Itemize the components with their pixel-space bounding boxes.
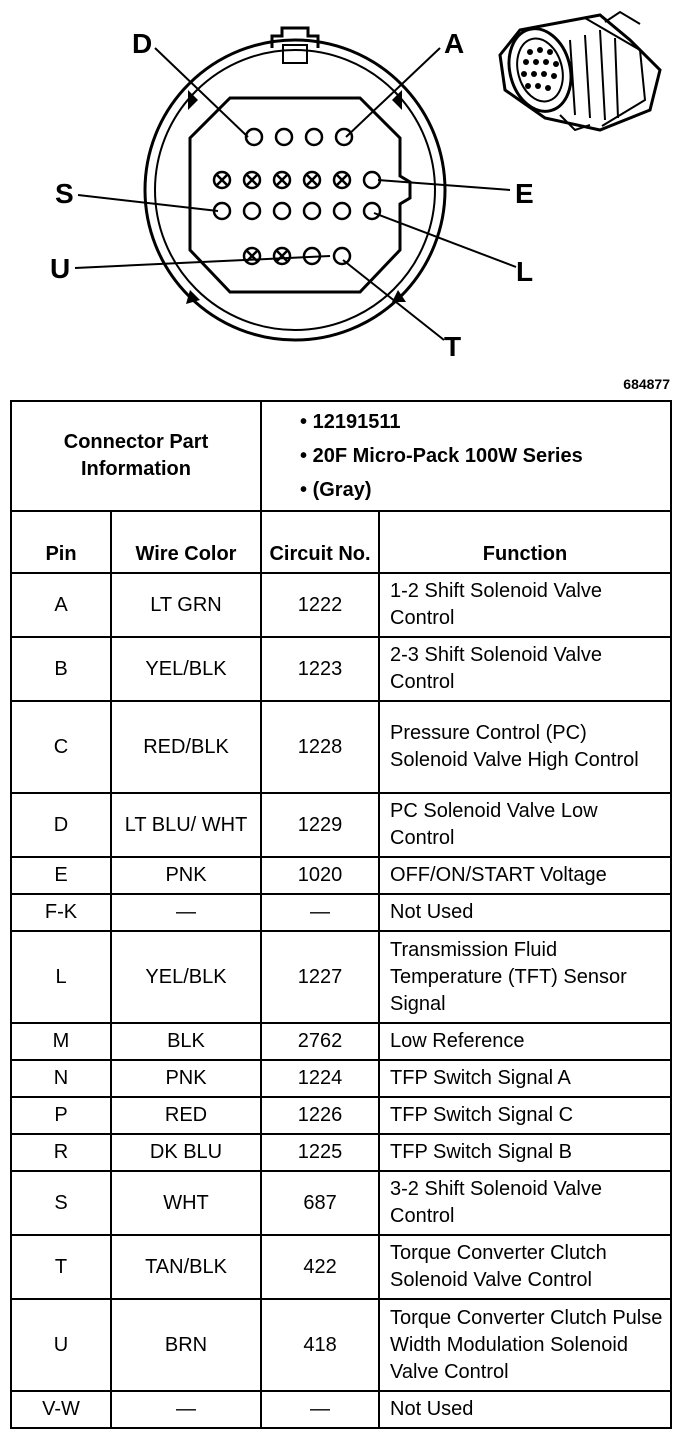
wire-color-cell: LT GRN [111, 573, 261, 637]
circuit-cell: 1227 [261, 931, 379, 1023]
wire-color-cell: BRN [111, 1299, 261, 1391]
table-row [11, 1391, 671, 1428]
pin-cavity [334, 248, 350, 264]
table-row [11, 793, 671, 857]
wire-color-cell: WHT [111, 1171, 261, 1235]
function-cell: Torque Converter Clutch Solenoid Valve Control [379, 1235, 671, 1299]
function-cell: 3-2 Shift Solenoid Valve Control [379, 1171, 671, 1235]
connector-info-item: • 12191511 [300, 411, 401, 433]
function-cell: TFP Switch Signal A [379, 1060, 671, 1097]
function-cell: PC Solenoid Valve Low Control [379, 793, 671, 857]
pin-cavity [364, 203, 380, 219]
function-cell: TFP Switch Signal C [379, 1097, 671, 1134]
circuit-cell: 2762 [261, 1023, 379, 1060]
circuit-cell: 422 [261, 1235, 379, 1299]
table-row [11, 1060, 671, 1097]
pin-cavity [246, 129, 262, 145]
function-cell: Torque Converter Clutch Pulse Width Modulation Solenoid Valve Control [379, 1299, 671, 1391]
circuit-cell: 1224 [261, 1060, 379, 1097]
function-cell: Transmission Fluid Temperature (TFT) Sensor Signal [379, 931, 671, 1023]
wire-color-cell: RED/BLK [111, 701, 261, 793]
circuit-cell: 418 [261, 1299, 379, 1391]
wire-color-cell: PNK [111, 1060, 261, 1097]
circuit-cell: 1222 [261, 573, 379, 637]
wire-color-cell: PNK [111, 857, 261, 894]
pin-cavity [336, 129, 352, 145]
pin-cell: S [11, 1171, 111, 1235]
table-row [11, 894, 671, 931]
pin-label-l: L [516, 256, 534, 287]
function-cell: Not Used [379, 1391, 671, 1428]
function-cell: Low Reference [379, 1023, 671, 1060]
wire-color-cell: — [111, 1391, 261, 1428]
wire-color-cell: TAN/BLK [111, 1235, 261, 1299]
pin-cell: V-W [11, 1391, 111, 1428]
table-row [11, 1134, 671, 1171]
header-wire-color: Wire Color [111, 511, 261, 573]
table-row [11, 701, 671, 793]
pin-cavity [334, 203, 350, 219]
table-row [11, 1299, 671, 1391]
circuit-cell: 1225 [261, 1134, 379, 1171]
pin-cell: P [11, 1097, 111, 1134]
function-cell: 1-2 Shift Solenoid Valve Control [379, 573, 671, 637]
table-row [11, 1023, 671, 1060]
wire-color-cell: YEL/BLK [111, 637, 261, 701]
function-cell: 2-3 Shift Solenoid Valve Control [379, 637, 671, 701]
connector-photo-thumbnail [500, 12, 660, 130]
wire-color-cell: RED [111, 1097, 261, 1134]
circuit-cell: — [261, 1391, 379, 1428]
function-cell: Not Used [379, 894, 671, 931]
wire-color-cell: DK BLU [111, 1134, 261, 1171]
pin-label-u: U [50, 253, 71, 284]
pin-cavity [274, 203, 290, 219]
table-row [11, 1097, 671, 1134]
circuit-cell: 1020 [261, 857, 379, 894]
connector-info-row [11, 401, 671, 511]
circuit-cell: 1228 [261, 701, 379, 793]
figure-id: 684877 [623, 376, 670, 392]
header-pin: Pin [11, 511, 111, 573]
wire-color-cell: BLK [111, 1023, 261, 1060]
connector-pinout-table [10, 400, 672, 1429]
table-row [11, 573, 671, 637]
pin-cell: L [11, 931, 111, 1023]
circuit-cell: 1229 [261, 793, 379, 857]
circuit-cell: 1223 [261, 637, 379, 701]
pin-cavity [276, 129, 292, 145]
pin-cell: E [11, 857, 111, 894]
table-header-row [11, 511, 671, 573]
circuit-cell: 687 [261, 1171, 379, 1235]
pin-cell: B [11, 637, 111, 701]
function-cell: TFP Switch Signal B [379, 1134, 671, 1171]
table-row [11, 637, 671, 701]
pin-cavity [244, 203, 260, 219]
connector-info-item: • 20F Micro-Pack 100W Series [300, 445, 583, 467]
pin-label-d: D [132, 28, 153, 59]
connector-info-title: Connector Part Information [11, 401, 261, 511]
pin-cavity [304, 203, 320, 219]
pin-cell: U [11, 1299, 111, 1391]
circuit-cell: 1226 [261, 1097, 379, 1134]
connector-info-list [261, 401, 671, 511]
pin-cavity [364, 172, 380, 188]
pin-cavities [214, 129, 380, 264]
connector-info-item: • (Gray) [300, 479, 372, 501]
pin-label-a: A [444, 28, 465, 59]
pin-label-s: S [55, 178, 74, 209]
pin-label-e: E [515, 178, 534, 209]
wire-color-cell: — [111, 894, 261, 931]
function-cell: Pressure Control (PC) Solenoid Valve High Control [379, 701, 671, 793]
pin-cell: C [11, 701, 111, 793]
pin-face-housing [190, 98, 410, 292]
table-row [11, 1171, 671, 1235]
pin-cell: R [11, 1134, 111, 1171]
table-row [11, 1235, 671, 1299]
pin-cell: D [11, 793, 111, 857]
pin-cell: F-K [11, 894, 111, 931]
connector-diagram [0, 0, 688, 400]
table-row [11, 931, 671, 1023]
pin-cell: T [11, 1235, 111, 1299]
table-row [11, 857, 671, 894]
pin-cell: N [11, 1060, 111, 1097]
pin-cell: A [11, 573, 111, 637]
wire-color-cell: YEL/BLK [111, 931, 261, 1023]
circuit-cell: — [261, 894, 379, 931]
header-circuit: Circuit No. [261, 511, 379, 573]
function-cell: OFF/ON/START Voltage [379, 857, 671, 894]
wire-color-cell: LT BLU/ WHT [111, 793, 261, 857]
pin-cell: M [11, 1023, 111, 1060]
pin-label-t: T [444, 331, 462, 362]
header-function: Function [379, 511, 671, 573]
pin-cavity [306, 129, 322, 145]
